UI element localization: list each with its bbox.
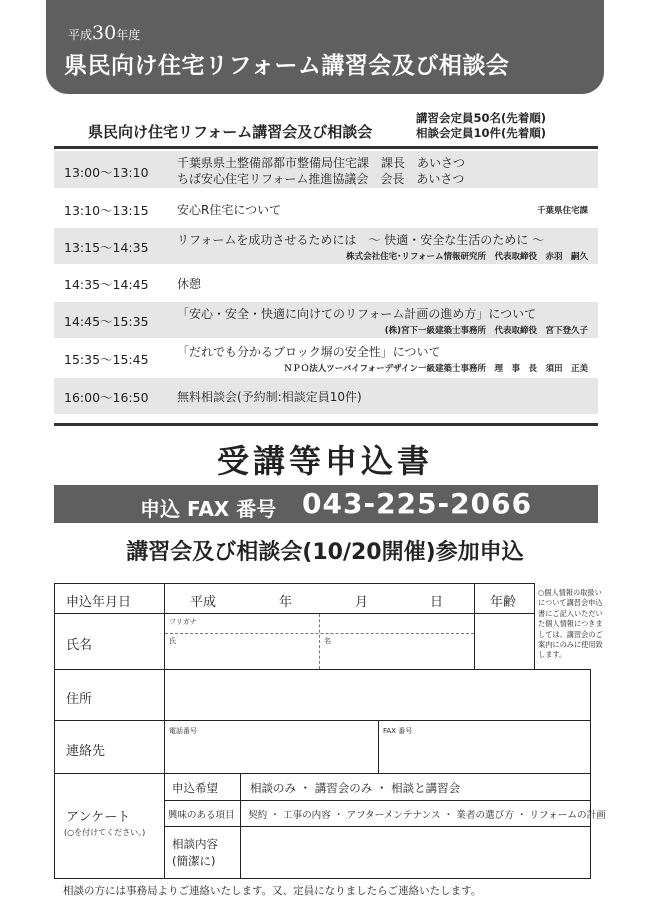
schedule-row <box>54 266 598 300</box>
schedule-desc: 「だれでも分かるブロック塀の安全性」について <box>177 345 441 359</box>
fax-label: 申込 FAX 番号 <box>140 497 277 521</box>
survey-question: 申込希望 <box>172 781 218 795</box>
name-divider <box>319 614 320 669</box>
banner-title: 県民向け住宅リフォーム講習会及び相談会 <box>64 53 510 79</box>
privacy-note: ○個人情報の取扱いについて講習会申込書にご記入いただいた個人情報につきましては、講習会のご案内にのみに使用致します。 <box>538 588 603 660</box>
schedule-desc: 安心R住宅について <box>177 203 282 217</box>
survey-options: 相談のみ ・ 講習会のみ ・ 相談と講習会 <box>250 781 461 795</box>
schedule-title: 県民向け住宅リフォーム講習会及び相談会 <box>88 123 373 141</box>
footer-note: 相談の方には事務局よりご連絡いたします。又、定員になりましたらご連絡いたします。 <box>63 885 482 897</box>
application-title: 受講等申込書 <box>216 442 433 480</box>
schedule-desc: ちば安心住宅リフォーム推進協議会 会長 あいさつ <box>177 172 465 186</box>
consult-label: 相談内容 <box>172 837 218 851</box>
schedule-bottom-rule <box>54 423 598 426</box>
schedule-time: 14:45～15:35 <box>64 314 149 329</box>
schedule-top-rule <box>54 146 598 149</box>
fiscal-year: 平成30年度 <box>68 22 141 44</box>
phone-label: 電話番号 <box>169 727 197 735</box>
furigana-label: フリガナ <box>169 618 197 626</box>
survey-question: 興味のある項目 <box>168 810 235 821</box>
consult-label-note: (簡潔に) <box>172 854 216 868</box>
schedule-desc: 千葉県県土整備部都市整備局住宅課 課長 あいさつ <box>177 156 466 170</box>
name-label: 氏名 <box>66 638 93 653</box>
consult-capacity: 相談会定員10件(先着順) <box>416 126 547 140</box>
schedule-time: 16:00～16:50 <box>64 390 149 405</box>
surname-label: 氏 <box>169 637 176 645</box>
fax-number-bar <box>54 485 598 523</box>
survey-options: 契約 ・ 工事の内容 ・ アフターメンテナンス ・ 業者の選び方 ・ リフォームの計画 <box>248 810 606 821</box>
fax-number: 043-225-2066 <box>302 487 533 520</box>
consult-field[interactable] <box>240 826 591 879</box>
schedule-row <box>54 190 598 226</box>
fax-field-label: FAX 番号 <box>383 727 413 735</box>
header-banner <box>46 0 604 94</box>
date-era: 平成 <box>190 595 217 610</box>
schedule-time: 13:15～14:35 <box>64 240 149 255</box>
date-label: 申込年月日 <box>66 595 132 610</box>
lecture-capacity: 講習会定員50名(先着順) <box>416 111 547 125</box>
address-field[interactable] <box>164 669 591 721</box>
schedule-desc: 無料相談会(予約制:相談定員10件) <box>177 390 362 404</box>
schedule-time: 13:10～13:15 <box>64 203 149 218</box>
schedule-desc: 「安心・安全・快適に向けてのリフォーム計画の進め方」について <box>177 307 537 321</box>
age-field[interactable] <box>474 613 535 670</box>
age-label: 年齢 <box>490 595 517 610</box>
application-subtitle: 講習会及び相談会(10/20開催)参加申込 <box>126 540 524 565</box>
schedule-speaker: 千葉県住宅課 <box>536 206 588 216</box>
schedule-time: 13:00～13:10 <box>64 165 149 180</box>
schedule-speaker: ＮＰＯ法人ツーバイフォーデザイン一級建築士事務所 理 事 長 須田 正美 <box>283 364 588 374</box>
schedule-speaker: (株)宮下一級建築士事務所 代表取締役 宮下登久子 <box>384 326 588 336</box>
survey-note: (○を付けてください。) <box>64 828 146 837</box>
schedule-time: 14:35～14:45 <box>64 277 149 292</box>
schedule-row <box>54 228 598 264</box>
schedule-desc: 休憩 <box>177 277 202 291</box>
contact-label: 連絡先 <box>66 744 106 759</box>
schedule-time: 15:35～15:45 <box>64 352 149 367</box>
survey-label: アンケート <box>66 810 131 825</box>
survey-label-cell <box>54 773 165 879</box>
date-year: 年 <box>279 595 293 610</box>
schedule-row <box>54 340 598 376</box>
schedule-desc: リフォームを成功させるためには ～ 快適・安全な生活のために ～ <box>177 233 545 247</box>
date-month: 月 <box>355 595 369 610</box>
given-name-label: 名 <box>324 637 331 645</box>
schedule-row <box>54 378 598 414</box>
date-day: 日 <box>430 595 444 610</box>
schedule-speaker: 株式会社住宅･リフォーム情報研究所 代表取締役 赤羽 嗣久 <box>346 252 588 262</box>
address-label: 住所 <box>66 692 93 707</box>
schedule-row <box>54 302 598 338</box>
schedule-row <box>54 151 598 188</box>
